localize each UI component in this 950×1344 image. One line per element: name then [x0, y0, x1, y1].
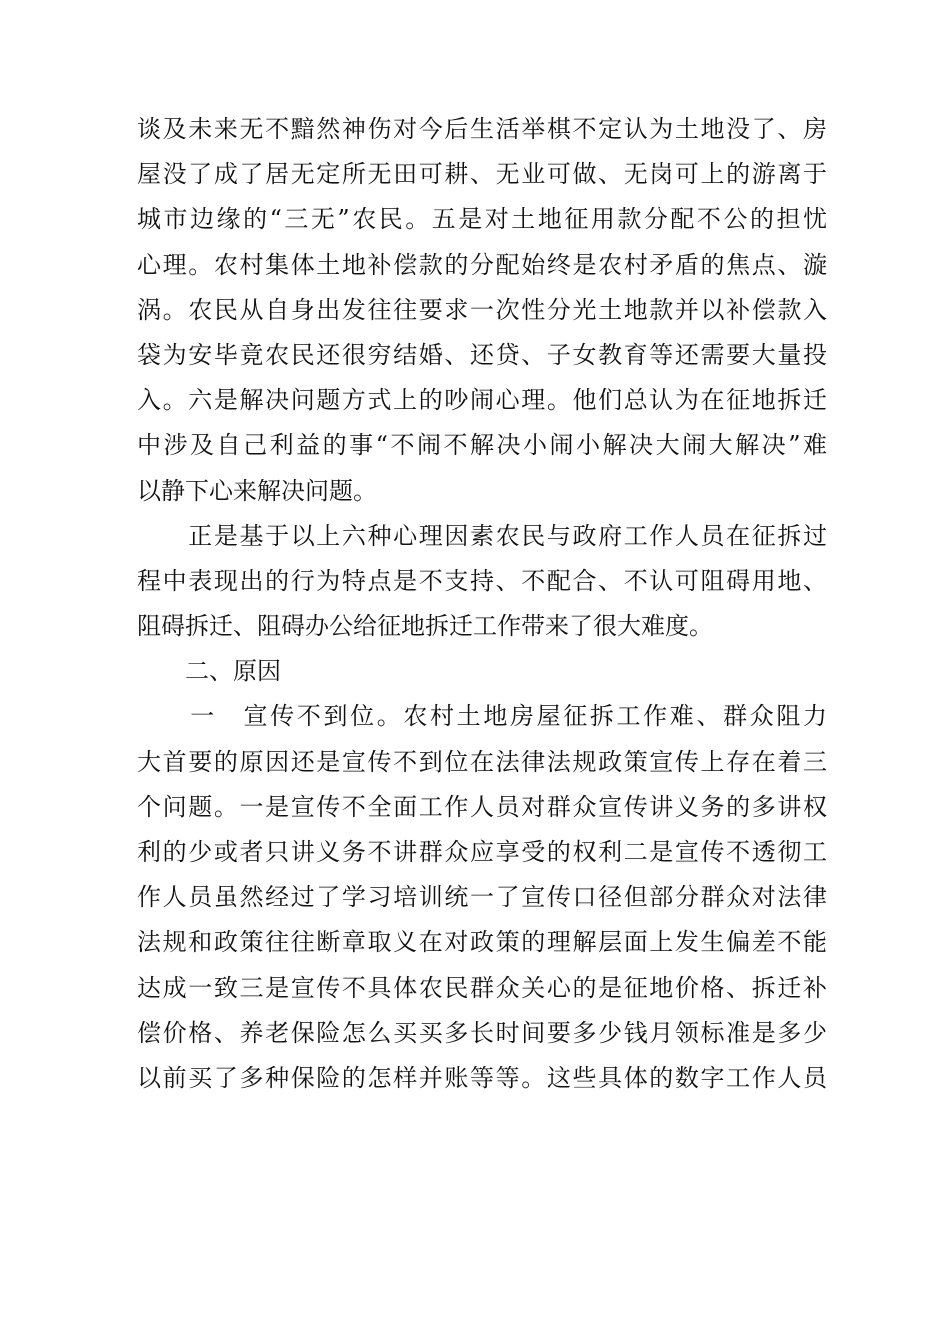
text-line: 偿价格、养老保险怎么买买多长时间要多少钱月领标准是多少: [137, 1018, 827, 1047]
text-line: 作人员虽然经过了学习培训统一了宣传口径但部分群众对法律: [137, 883, 827, 912]
text-line: 以静下心来解决问题。: [137, 476, 377, 505]
text-line: 正是基于以上六种心理因素农民与政府工作人员在征拆过: [137, 521, 827, 550]
text-line: 城市边缘的“三无”农民。五是对土地征用款分配不公的担忧: [137, 205, 827, 234]
text-line: 个问题。一是宣传不全面工作人员对群众宣传讲义务的多讲权: [137, 792, 827, 821]
text-line: 阻碍拆迁、阻碍办公给征地拆迁工作带来了很大难度。: [137, 612, 713, 641]
text-line: 以前买了多种保险的怎样并账等等。这些具体的数字工作人员: [137, 1063, 827, 1092]
text-line: 谈及未来无不黯然神伤对今后生活举棋不定认为土地没了、房: [137, 115, 827, 143]
text-line: 程中表现出的行为特点是不支持、不配合、不认可阻碍用地、: [137, 566, 827, 595]
text-line: 屋没了成了居无定所无田可耕、无业可做、无岗可上的游离于: [137, 160, 827, 189]
text-line: 袋为安毕竟农民还很穷结婚、还贷、子女教育等还需要大量投: [137, 340, 827, 369]
text-line: 达成一致三是宣传不具体农民群众关心的是征地价格、拆迁补: [137, 973, 827, 1002]
text-line: 利的少或者只讲义务不讲群众应享受的权利二是宣传不透彻工: [137, 838, 827, 866]
text-line: 法规和政策往往断章取义在对政策的理解层面上发生偏差不能: [137, 928, 827, 957]
text-line: 大首要的原因还是宣传不到位在法律法规政策宣传上存在着三: [137, 747, 827, 776]
text-line: 入。六是解决问题方式上的吵闹心理。他们总认为在征地拆迁: [137, 386, 827, 415]
text-line: 心理。农村集体土地补偿款的分配始终是农村矛盾的焦点、漩: [137, 250, 827, 279]
section-heading: 二、原因: [137, 657, 281, 686]
text-line: 中涉及自己利益的事“不闹不解决小闹小解决大闹大解决”难: [137, 431, 827, 460]
text-line: 涡。农民从自身出发往往要求一次性分光土地款并以补偿款入: [137, 295, 827, 324]
body-text: [137, 107, 827, 1101]
text-line: 一 宣传不到位。农村土地房屋征拆工作难、群众阻力: [137, 702, 827, 731]
